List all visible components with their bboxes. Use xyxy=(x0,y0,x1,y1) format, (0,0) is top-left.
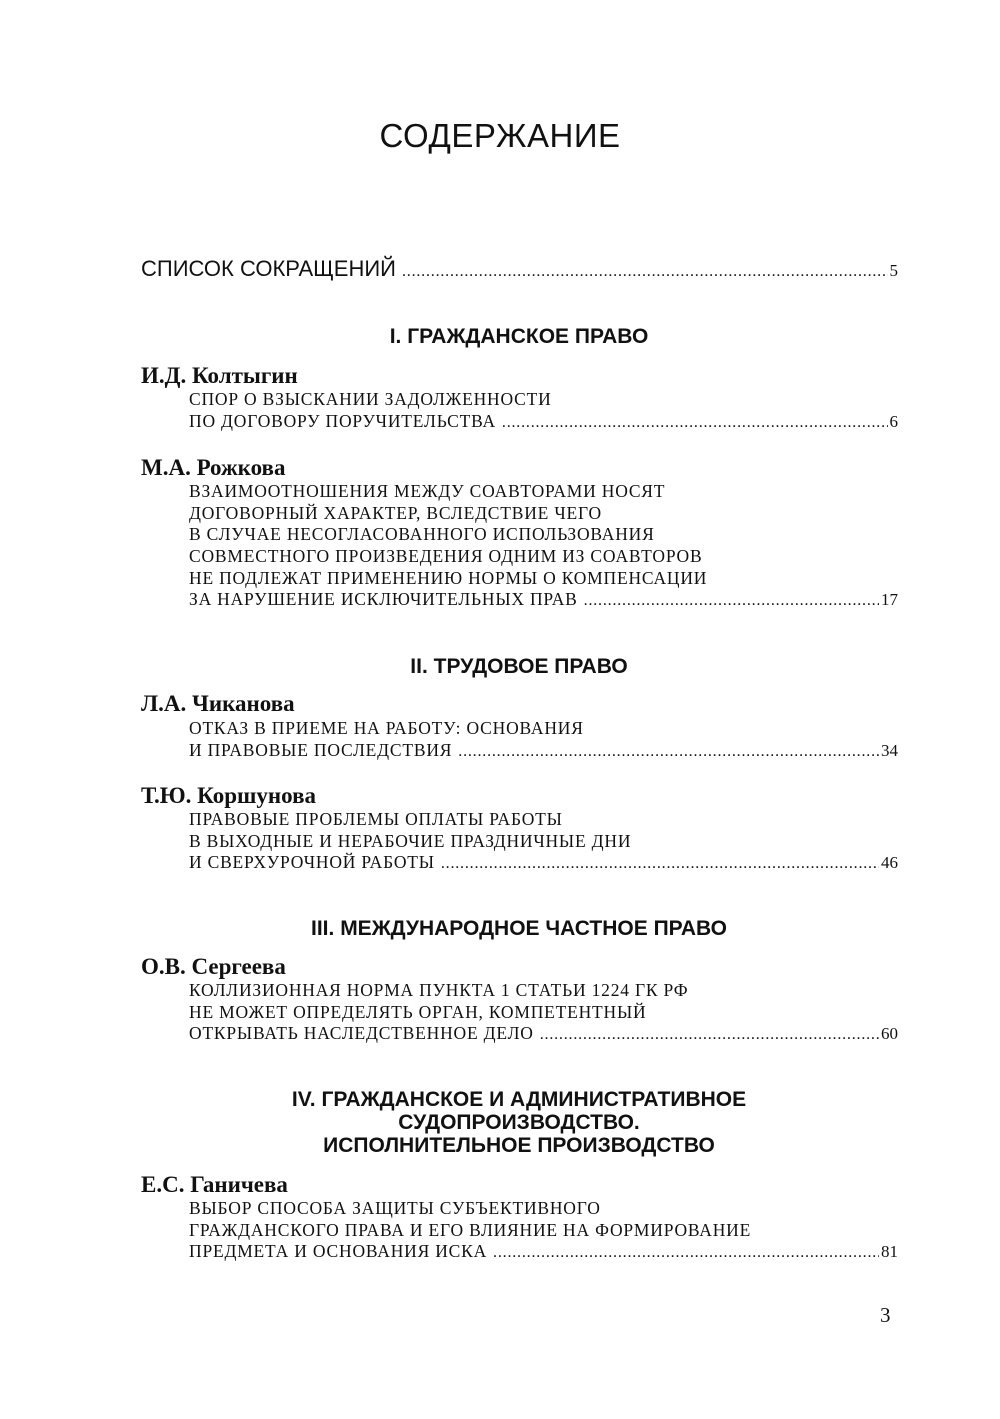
author-name: И.Д. Колтыгин xyxy=(141,363,298,388)
entry-title-line: ПО ДОГОВОРУ ПОРУЧИТЕЛЬСТВА xyxy=(189,410,496,431)
toc-entry-label: СПИСОК СОКРАЩЕНИЙ xyxy=(141,256,396,281)
author-name: Т.Ю. Коршунова xyxy=(141,783,317,808)
entry-title-last-line xyxy=(189,1241,898,1263)
section-heading xyxy=(0,325,1000,348)
toc-page-number: 46 xyxy=(881,853,898,873)
entry-title-line: ГРАЖДАНСКОГО ПРАВА И ЕГО ВЛИЯНИЕ НА ФОРМИРОВАНИЕ xyxy=(189,1219,752,1240)
dot-leader xyxy=(402,263,888,281)
section-heading-line: IV. ГРАЖДАНСКОЕ И АДМИНИСТРАТИВНОЕ xyxy=(291,1088,747,1111)
toc-entry[interactable] xyxy=(189,718,898,761)
author-name: Л.А. Чиканова xyxy=(141,691,295,716)
entry-title-last-line xyxy=(189,740,898,762)
entry-title-line: ДОГОВОРНЫЙ ХАРАКТЕР, ВСЛЕДСТВИЕ ЧЕГО xyxy=(189,502,602,523)
toc-page-number: 81 xyxy=(881,1242,898,1262)
entry-title-line: СПОР О ВЗЫСКАНИИ ЗАДОЛЖЕННОСТИ xyxy=(189,389,552,409)
author-name: Е.С. Ганичева xyxy=(141,1172,288,1197)
section-heading-line: III. МЕЖДУНАРОДНОЕ ЧАСТНОЕ ПРАВО xyxy=(311,917,727,940)
entry-title-line: И ПРАВОВЫЕ ПОСЛЕДСТВИЯ xyxy=(189,739,453,760)
toc-page-number: 5 xyxy=(889,261,898,280)
toc-entry[interactable] xyxy=(189,809,898,874)
entry-title-line: КОЛЛИЗИОННАЯ НОРМА ПУНКТА 1 СТАТЬИ 1224 ГК РФ xyxy=(189,980,689,1000)
toc-page-number: 34 xyxy=(881,740,898,760)
toc-page-number: 6 xyxy=(889,411,898,431)
section-heading xyxy=(0,917,1000,940)
dot-leader xyxy=(458,741,879,763)
toc-page-number: 60 xyxy=(881,1024,898,1044)
dot-leader xyxy=(493,1242,879,1264)
entry-title-line: ОТКАЗ В ПРИЕМЕ НА РАБОТУ: ОСНОВАНИЯ xyxy=(189,718,584,738)
dot-leader xyxy=(584,590,879,612)
entry-title-last-line xyxy=(189,411,898,433)
entry-title-line: СОВМЕСТНОГО ПРОИЗВЕДЕНИЯ ОДНИМ ИЗ СОАВТОРОВ xyxy=(189,546,703,567)
entry-title-line: ВЗАИМООТНОШЕНИЯ МЕЖДУ СОАВТОРАМИ НОСЯТ xyxy=(189,481,666,501)
section-heading xyxy=(0,655,1000,678)
entry-title-line: НЕ ПОДЛЕЖАТ ПРИМЕНЕНИЮ НОРМЫ О КОМПЕНСАЦИИ xyxy=(189,567,708,588)
entry-title-last-line xyxy=(189,852,898,874)
dot-leader xyxy=(540,1024,879,1046)
page-title: СОДЕРЖАНИЕ xyxy=(379,117,621,154)
entry-title-line: ВЫБОР СПОСОБА ЗАЩИТЫ СУБЪЕКТИВНОГО xyxy=(189,1198,601,1218)
toc-entry[interactable] xyxy=(189,1198,898,1263)
toc-entry-abbreviations[interactable] xyxy=(141,256,898,290)
section-heading-line: ИСПОЛНИТЕЛЬНОЕ ПРОИЗВОДСТВО xyxy=(323,1134,715,1157)
entry-title-line: И СВЕРХУРОЧНОЙ РАБОТЫ xyxy=(189,852,435,873)
entry-title-line: НЕ МОЖЕТ ОПРЕДЕЛЯТЬ ОРГАН, КОМПЕТЕНТНЫЙ xyxy=(189,1001,647,1022)
entry-title-line: ЗА НАРУШЕНИЕ ИСКЛЮЧИТЕЛЬНЫХ ПРАВ xyxy=(189,589,578,610)
entry-title-line: ПРЕДМЕТА И ОСНОВАНИЯ ИСКА xyxy=(189,1241,488,1262)
dot-leader xyxy=(502,412,888,434)
toc-page-number: 17 xyxy=(881,590,898,610)
author-name: М.А. Рожкова xyxy=(141,455,286,480)
section-heading xyxy=(0,1088,1000,1157)
toc-entry[interactable] xyxy=(189,481,898,611)
toc-entry[interactable] xyxy=(189,980,898,1045)
entry-title-last-line xyxy=(189,1023,898,1045)
entry-title-line: ОТКРЫВАТЬ НАСЛЕДСТВЕННОЕ ДЕЛО xyxy=(189,1023,534,1044)
section-heading-line: II. ТРУДОВОЕ ПРАВО xyxy=(410,655,628,678)
entry-title-line: В СЛУЧАЕ НЕСОГЛАСОВАННОГО ИСПОЛЬЗОВАНИЯ xyxy=(189,524,655,545)
entry-title-line: ПРАВОВЫЕ ПРОБЛЕМЫ ОПЛАТЫ РАБОТЫ xyxy=(189,809,563,829)
entry-title-line: В ВЫХОДНЫЕ И НЕРАБОЧИЕ ПРАЗДНИЧНЫЕ ДНИ xyxy=(189,830,632,851)
toc-entry[interactable] xyxy=(189,389,898,432)
section-heading-line: I. ГРАЖДАНСКОЕ ПРАВО xyxy=(389,325,649,348)
page-number: 3 xyxy=(880,1303,891,1327)
section-heading-line: СУДОПРОИЗВОДСТВО. xyxy=(398,1111,640,1134)
dot-leader xyxy=(441,853,879,875)
author-name: О.В. Сергеева xyxy=(141,954,286,979)
entry-title-last-line xyxy=(189,589,898,611)
